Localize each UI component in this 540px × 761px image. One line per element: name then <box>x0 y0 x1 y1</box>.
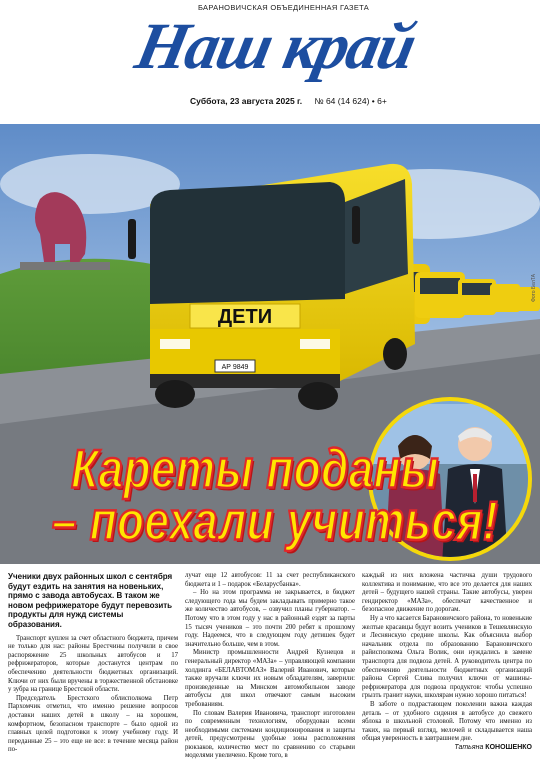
author-last-name: КОНОШЕНКО <box>485 744 532 751</box>
photo-credit: Фото БелТА <box>531 274 537 302</box>
issue-line <box>190 96 387 106</box>
article-paragraph: По словам Валерия Ивановича, транспорт изготовлен по современным технологиям, оборудован всеми необходимыми системами кондиционирования и защиты детей, предусмотрены удобные зоны расположения рюкзаков, количество мест по сравнению со старыми моделями увеличено. Кроме того, в <box>185 710 355 761</box>
article-paragraph: Транспорт куплен за счет областного бюджета, причем не только для нас: районы Брестчины получили в свое распоряжение 25 школьных автобусов и 17 рефрижераторов, которые достанутся центрам по обеспечению деятельности бюджетных организаций. Ключи от них были вручены в торжественной обстановке у зубра на границе Брестской области. <box>8 635 178 695</box>
article-column-2 <box>185 572 355 740</box>
issue-number: № 64 (14 624) • 6+ <box>314 96 386 106</box>
newspaper-logo <box>128 10 418 80</box>
article-paragraph: Председатель Брестского облисполкома Петр Пархомчик отметил, что именно решение вопросов доставки наших детей в школу – на хорошем, комфортном, безопасном транспорте – было одной из главных целей подготовки к этому учебному году. И переданные 25 – это еще не все: в течение месяца район по- <box>8 695 178 755</box>
article-paragraph: В заботе о подрастающем поколении важна каждая деталь – от удобного сидения в автобусе до свежего яблока в школьной столовой. Потому что именно из таких, на первый взгляд, мелочей и складывается наша общая уверенность в завтрашнем дне. <box>362 701 532 744</box>
headline-line-2: – поехали учиться! <box>10 495 540 550</box>
masthead <box>0 0 540 118</box>
article-paragraph: Министр промышленности Андрей Кузнецов и генеральный директор «МАЗа» – управляющей компании холдинга «БЕЛАВТОМАЗ» Валерий Иванович, которые также вручали ключи их новым обладателям, заверили: произведенные на Минском автомобильном заводе автобусы для школ отвечают самым высоким требованиям. <box>185 649 355 709</box>
article-paragraph: лучат еще 12 автобусов: 11 за счет республиканского бюджета и 1 – подарок «Беларусбанка». <box>185 572 355 589</box>
bus-sign-text: ДЕТИ <box>218 306 272 328</box>
article-paragraph: Ну а что касается Барановичского района, то новенькие желтые красавцы будут возить учеников в Тешевлянскую и Леснянскую средние школы. Как объяснила выбор начальник отдела по образованию Барановичского райисполкома Ольга Волик, они нуждались в замене транспорта для подвоза детей. А руководитель центра по обеспечению деятельности бюджетных организаций района Сергей Слива получил ключи от машины-рефрижератора для подвоза продуктов: чтобы успешно грызть гранит науки, школярам нужно хорошо питаться! <box>362 615 532 701</box>
article-author <box>362 744 532 753</box>
article-column-1 <box>8 572 178 740</box>
headline <box>0 448 540 544</box>
article-paragraph: – Но на этом программа не закрывается, в бюджет следующего года мы будем закладывать примерно такое же количество автобусов, – озвучил планы губернатор. – Потому что в этом году у нас в районный ездят за парты 15 тысяч учеников – это почти 200 ребят к прошлому году. Надеемся, что в следующем году детишек будет значительно больше, чем в этом. <box>185 589 355 649</box>
author-first-name: Татьяна <box>454 744 483 751</box>
issue-date: Суббота, 23 августа 2025 г. <box>190 96 302 106</box>
bus-plate-text: АР 9849 <box>222 364 249 371</box>
headline-line-1: Кареты поданы <box>0 443 540 498</box>
article-column-3 <box>362 572 532 740</box>
article-paragraph: каждый из них вложена частичка души трудового коллектива и понимание, что все это делается для наших детей – будущего нашей страны. Такие автобусы, уверен гендиректор «МАЗа», обеспечат качественное и безопасное движение по дорогам. <box>362 572 532 615</box>
logo-text: Наш край <box>129 11 421 83</box>
newspaper-tagline: БАРАНОВИЧСКАЯ ОБЪЕДИНЕННАЯ ГАЗЕТА <box>198 3 369 12</box>
article-lead: Ученики двух районных школ с сентября будут ездить на занятия на новеньких, прямо с завода автобусах. В таком же новом рефрижераторе будут перевозить продукты для нужд системы образования. <box>8 572 178 630</box>
article <box>8 572 532 740</box>
